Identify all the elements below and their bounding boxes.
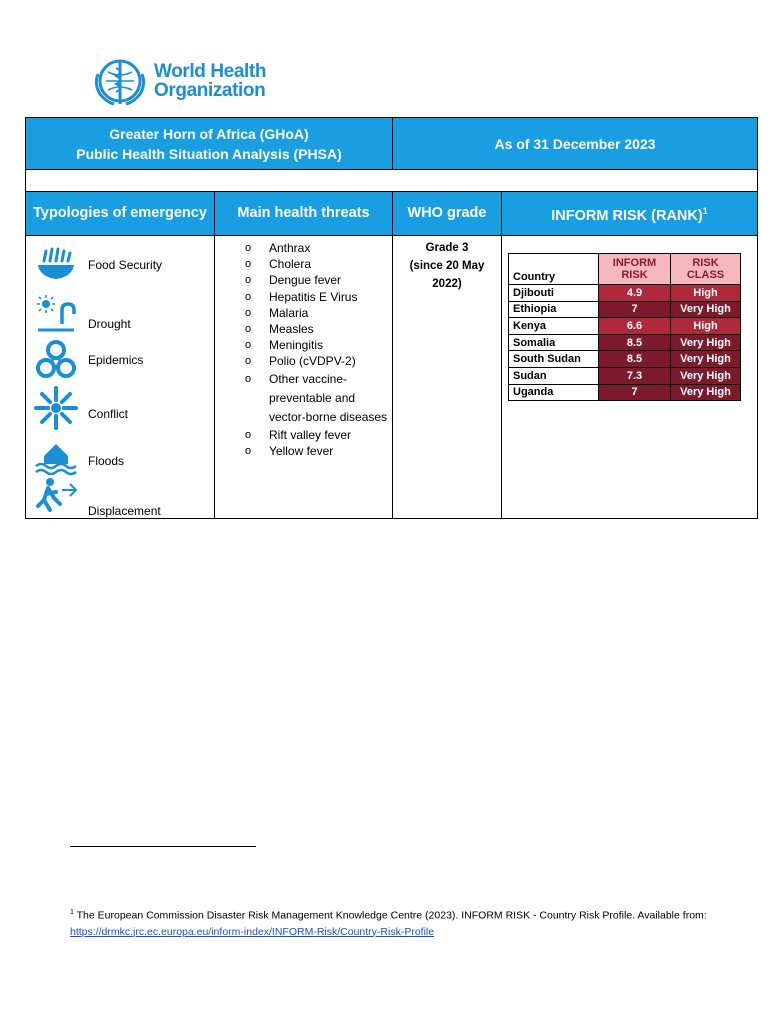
report-title-line1: Greater Horn of Africa (GHoA) xyxy=(109,125,309,142)
list-item: o Other vaccine-preventable and vector-borne diseases xyxy=(245,370,392,427)
typology-item xyxy=(34,294,214,338)
table-row xyxy=(509,367,741,384)
grade-line1: Grade 3 xyxy=(425,242,469,254)
risk-header-class xyxy=(671,254,741,285)
list-item: o Hepatitis E Virus xyxy=(245,289,392,305)
typology-item xyxy=(34,434,214,478)
country-name: Uganda xyxy=(509,384,599,401)
typology-label: Food Security xyxy=(88,258,163,272)
typology-item xyxy=(34,338,214,382)
inform-risk-table xyxy=(508,253,741,401)
displacement-icon xyxy=(34,476,78,520)
typology-item xyxy=(34,386,214,430)
risk-class: Very High xyxy=(671,367,741,384)
footnote-ref[interactable]: 1 xyxy=(702,205,708,216)
spacer-row xyxy=(26,170,758,192)
table-row xyxy=(509,301,741,318)
risk-header-class-l1: RISK xyxy=(692,257,719,269)
risk-header-country: Country xyxy=(509,254,599,285)
threats-list xyxy=(215,236,392,459)
list-item: o Dengue fever xyxy=(245,272,392,288)
country-name: Ethiopia xyxy=(509,301,599,318)
risk-class: Very High xyxy=(671,384,741,401)
who-emblem-icon xyxy=(92,54,148,108)
typology-label: Conflict xyxy=(88,407,129,421)
footnote-link[interactable]: https://drmkc.jrc.ec.europa.eu/inform-index/INFORM-Risk/Country-Risk-Profile xyxy=(70,925,435,938)
report-title-cell xyxy=(26,118,393,170)
who-logo xyxy=(92,54,282,108)
table-row xyxy=(509,318,741,335)
country-name: Djibouti xyxy=(509,285,599,302)
footnote-text: The European Commission Disaster Risk Management Knowledge Centre (2023). INFORM RISK - Country Risk Profile. Available from: xyxy=(76,909,707,922)
risk-header-inform xyxy=(599,254,671,285)
inform-risk-value: 8.5 xyxy=(599,351,671,368)
threats-cell xyxy=(215,236,393,519)
who-wordmark xyxy=(154,62,266,100)
table-row xyxy=(509,351,741,368)
typology-item xyxy=(34,476,214,520)
list-item: o Measles xyxy=(245,321,392,337)
inform-risk-value: 8.5 xyxy=(599,334,671,351)
typology-item xyxy=(34,243,214,287)
risk-class: Very High xyxy=(671,334,741,351)
biohazard-icon xyxy=(34,338,78,382)
typology-label: Floods xyxy=(88,454,125,468)
col-header-typologies: Typologies of emergency xyxy=(26,192,215,236)
as-of-date: As of 31 December 2023 xyxy=(393,118,758,170)
risk-header-class-l2: CLASS xyxy=(686,269,725,281)
col-header-grade: WHO grade xyxy=(393,192,502,236)
col-header-risk xyxy=(502,192,758,236)
report-title-line2: Public Health Situation Analysis (PHSA) xyxy=(76,145,342,162)
list-item: o Cholera xyxy=(245,256,392,272)
inform-risk-value: 6.6 xyxy=(599,318,671,335)
typologies-cell xyxy=(26,236,215,519)
list-item: o Yellow fever xyxy=(245,443,392,459)
col-header-threats: Main health threats xyxy=(215,192,393,236)
country-name: Sudan xyxy=(509,367,599,384)
who-grade-cell xyxy=(393,236,502,519)
footnote-separator xyxy=(70,846,256,847)
table-row xyxy=(509,334,741,351)
list-item: o Rift valley fever xyxy=(245,427,392,443)
grade-line3: 2022) xyxy=(432,278,462,290)
col-header-risk-text: INFORM RISK (RANK) xyxy=(551,207,703,224)
typology-label: Displacement xyxy=(88,504,161,518)
inform-risk-value: 4.9 xyxy=(599,285,671,302)
risk-class: Very High xyxy=(671,351,741,368)
typology-label: Drought xyxy=(88,317,131,331)
flood-icon xyxy=(34,434,78,478)
drought-icon xyxy=(34,294,78,338)
table-row xyxy=(509,384,741,401)
list-item: o Malaria xyxy=(245,305,392,321)
table-row xyxy=(509,285,741,302)
typology-label: Epidemics xyxy=(88,353,144,367)
risk-header-inform-l1: INFORM xyxy=(612,257,657,269)
list-item: o Polio (cVDPV-2) xyxy=(245,353,392,369)
inform-risk-value: 7 xyxy=(599,301,671,318)
logo-line1: World Health xyxy=(154,61,267,82)
logo-line2: Organization xyxy=(154,80,266,101)
inform-risk-value: 7 xyxy=(599,384,671,401)
country-name: Kenya xyxy=(509,318,599,335)
risk-class: High xyxy=(671,285,741,302)
footnote xyxy=(70,905,730,940)
country-name: Somalia xyxy=(509,334,599,351)
food-security-icon xyxy=(34,243,78,287)
grade-line2: (since 20 May xyxy=(409,260,485,272)
list-item: o Meningitis xyxy=(245,337,392,353)
risk-class: High xyxy=(671,318,741,335)
risk-class: Very High xyxy=(671,301,741,318)
list-item: o Anthrax xyxy=(245,240,392,256)
conflict-icon xyxy=(34,386,78,430)
inform-risk-value: 7.3 xyxy=(599,367,671,384)
risk-header-inform-l2: RISK xyxy=(621,269,648,281)
footnote-mark: 1 xyxy=(70,909,74,916)
country-name: South Sudan xyxy=(509,351,599,368)
